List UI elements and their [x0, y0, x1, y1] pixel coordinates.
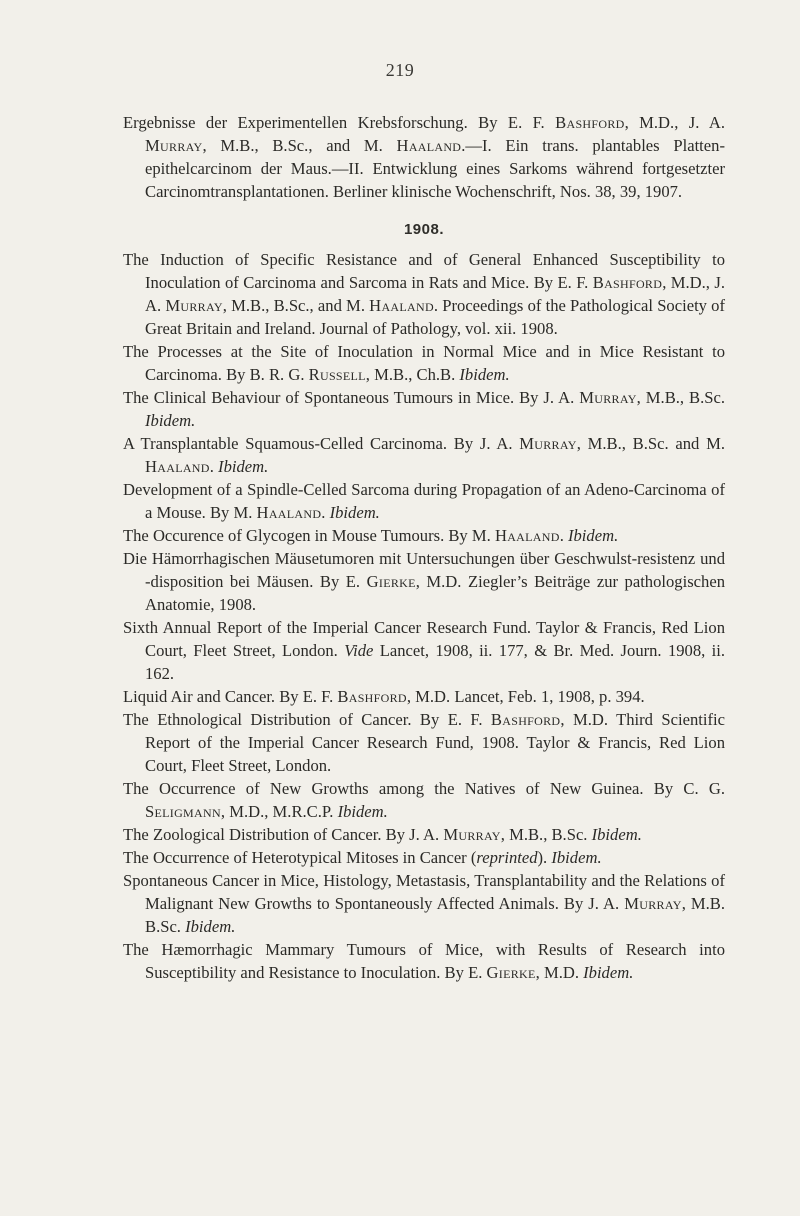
entry-text: The Clinical Behaviour of Spontaneous Tumours in Mice. By J. A. — [123, 388, 580, 407]
bibliography-entry — [123, 524, 725, 547]
entry-text: Die Hämorrhagischen Mäusetumoren mit Untersuchungen über Geschwulst-resistenz und -disposition bei Mäusen. By E. — [123, 549, 725, 591]
italic-text: Ibidem. — [329, 503, 380, 522]
author-name: Haaland — [256, 503, 322, 522]
author-name: Murray — [579, 388, 637, 407]
bibliography-entry — [123, 111, 725, 203]
bibliography — [123, 111, 725, 984]
author-name: Gierke — [366, 572, 416, 591]
entry-text: , M.B., B.Sc. and M. — [576, 434, 725, 453]
italic-text: Ibidem. — [567, 526, 619, 545]
entry-text: . — [559, 526, 568, 545]
bibliography-entry — [123, 386, 725, 432]
author-name: Murray — [165, 296, 223, 315]
author-name: Bashford — [592, 273, 663, 292]
entry-text: , M.B., B.Sc. — [636, 388, 725, 407]
entry-text: The Processes at the Site of Inoculation in Normal Mice and in Mice Resistant to Carcinoma. By B. R. G. — [123, 342, 725, 384]
author-name: Haaland — [369, 296, 434, 315]
author-name: Murray — [145, 136, 203, 155]
italic-text: Ibidem. — [337, 802, 388, 821]
italic-text: Ibidem. — [551, 848, 602, 867]
entry-text: Ergebnisse der Experimentellen Krebsforschung. By E. F. — [123, 113, 556, 132]
italic-text: Ibidem. — [459, 365, 510, 384]
bibliography-entry — [123, 685, 725, 708]
entry-text: , M.B., B.Sc., and M. — [202, 136, 397, 155]
entry-text: Sixth Annual Report of the Imperial Cancer Research Fund. Taylor & Francis, Red Lion Court, Fleet Street, London. — [123, 618, 725, 660]
author-name: Russell — [308, 365, 366, 384]
entry-text: Liquid Air and Cancer. By E. F. — [123, 687, 338, 706]
year-heading: 1908. — [403, 221, 445, 238]
bibliography-entry — [123, 938, 725, 984]
entry-text: , M.B., B.Sc., and M. — [222, 296, 370, 315]
bibliography-entry — [123, 823, 725, 846]
entry-text: , M.D. Lancet, Feb. 1, 1908, p. 394. — [406, 687, 645, 706]
entry-text: The Zoological Distribution of Cancer. By J. A. — [123, 825, 444, 844]
page-number: 219 — [385, 60, 415, 80]
bibliography-entry — [123, 846, 725, 869]
author-name: Haaland — [396, 136, 462, 155]
entry-text: , M.D. Third Scientific Report of the Imperial Cancer Research Fund, 1908. Taylor & Francis, Red Lion Court, Fleet Street, London. — [145, 710, 725, 775]
bibliography-entry — [123, 616, 725, 685]
entry-text: , M.B. B.Sc. — [145, 894, 725, 936]
italic-text: reprinted — [476, 848, 538, 867]
entry-text: , M.B., Ch.B. — [365, 365, 460, 384]
entry-text: The Occurence of Glycogen in Mouse Tumours. By M. — [123, 526, 495, 545]
italic-text: Ibidem. — [145, 411, 196, 430]
entry-text: . Proceedings of the Pathological Society of Great Britain and Ireland. Journal of Pathology, vol. xii. 1908. — [145, 296, 725, 338]
entry-text: , M.D., J. A. — [145, 273, 725, 315]
italic-text: Ibidem. — [583, 963, 634, 982]
bibliography-entry — [123, 432, 725, 478]
entry-text: , M.D., J. A. — [624, 113, 725, 132]
bibliography-entry — [123, 248, 725, 340]
author-name: Bashford — [337, 687, 407, 706]
bibliography-entry — [123, 340, 725, 386]
author-name: Gierke — [486, 963, 536, 982]
author-name: Bashford — [490, 710, 561, 729]
bibliography-entry — [123, 869, 725, 938]
entry-text: Spontaneous Cancer in Mice, Histology, Metastasis, Transplantability and the Relations of Malignant New Growths to Spontaneously Affected Animals. By J. A. — [123, 871, 725, 913]
italic-text: Vide — [344, 641, 374, 660]
author-name: Murray — [443, 825, 501, 844]
entries-1908 — [123, 248, 725, 984]
entry-text: A Transplantable Squamous-Celled Carcinoma. By J. A. — [123, 434, 520, 453]
entry-text: , M.D. Ziegler’s Beiträge zur pathologischen Anatomie, 1908. — [145, 572, 725, 614]
entry-text: , M.B., B.Sc. — [500, 825, 592, 844]
entry-text: Development of a Spindle-Celled Sarcoma during Propagation of an Adeno-Carcinoma of a Mouse. By M. — [123, 480, 725, 522]
entry-text: The Occurrence of New Growths among the Natives of New Guinea. By C. G. — [123, 779, 725, 798]
bibliography-entry — [123, 547, 725, 616]
entry-text: . — [209, 457, 219, 476]
italic-text: Ibidem. — [218, 457, 269, 476]
author-name: Murray — [519, 434, 577, 453]
entry-text: , M.D. — [535, 963, 584, 982]
entry-text: The Ethnological Distribution of Cancer. By E. F. — [123, 710, 491, 729]
author-name: Seligmann — [145, 802, 221, 821]
bibliography-entry — [123, 478, 725, 524]
author-name: Haaland — [494, 526, 560, 545]
bibliography-entry — [123, 777, 725, 823]
entry-text: The Occurrence of Heterotypical Mitoses in Cancer ( — [123, 848, 477, 867]
bibliography-entry — [123, 708, 725, 777]
author-name: Haaland — [145, 457, 210, 476]
entry-text: ). — [537, 848, 552, 867]
entry-text: The Hæmorrhagic Mammary Tumours of Mice, with Results of Research into Susceptibility and Resistance to Inoculation. By E. — [123, 940, 725, 982]
author-name: Murray — [624, 894, 682, 913]
entry-text: . — [321, 503, 330, 522]
italic-text: Ibidem. — [185, 917, 236, 936]
entry-text: Lancet, 1908, ii. 177, & Br. Med. Journ. 1908, ii. 162. — [145, 641, 726, 683]
italic-text: Ibidem. — [591, 825, 642, 844]
entry-text: , M.D., M.R.C.P. — [220, 802, 338, 821]
entry-text: .—I. Ein trans. plantables Platten-epithelcarcinom der Maus.—II. Entwicklung eines Sarkoms während fortgesetzter Carcinomtransplantationen. Berliner klinische Wochenschrift, Nos. 38, 39, 1907. — [145, 136, 725, 201]
entries-1907 — [123, 111, 725, 203]
entry-text: The Induction of Specific Resistance and of General Enhanced Susceptibility to Inoculation of Carcinoma and Sarcoma in Rats and Mice. By E. F. — [123, 250, 725, 292]
author-name: Bashford — [555, 113, 625, 132]
